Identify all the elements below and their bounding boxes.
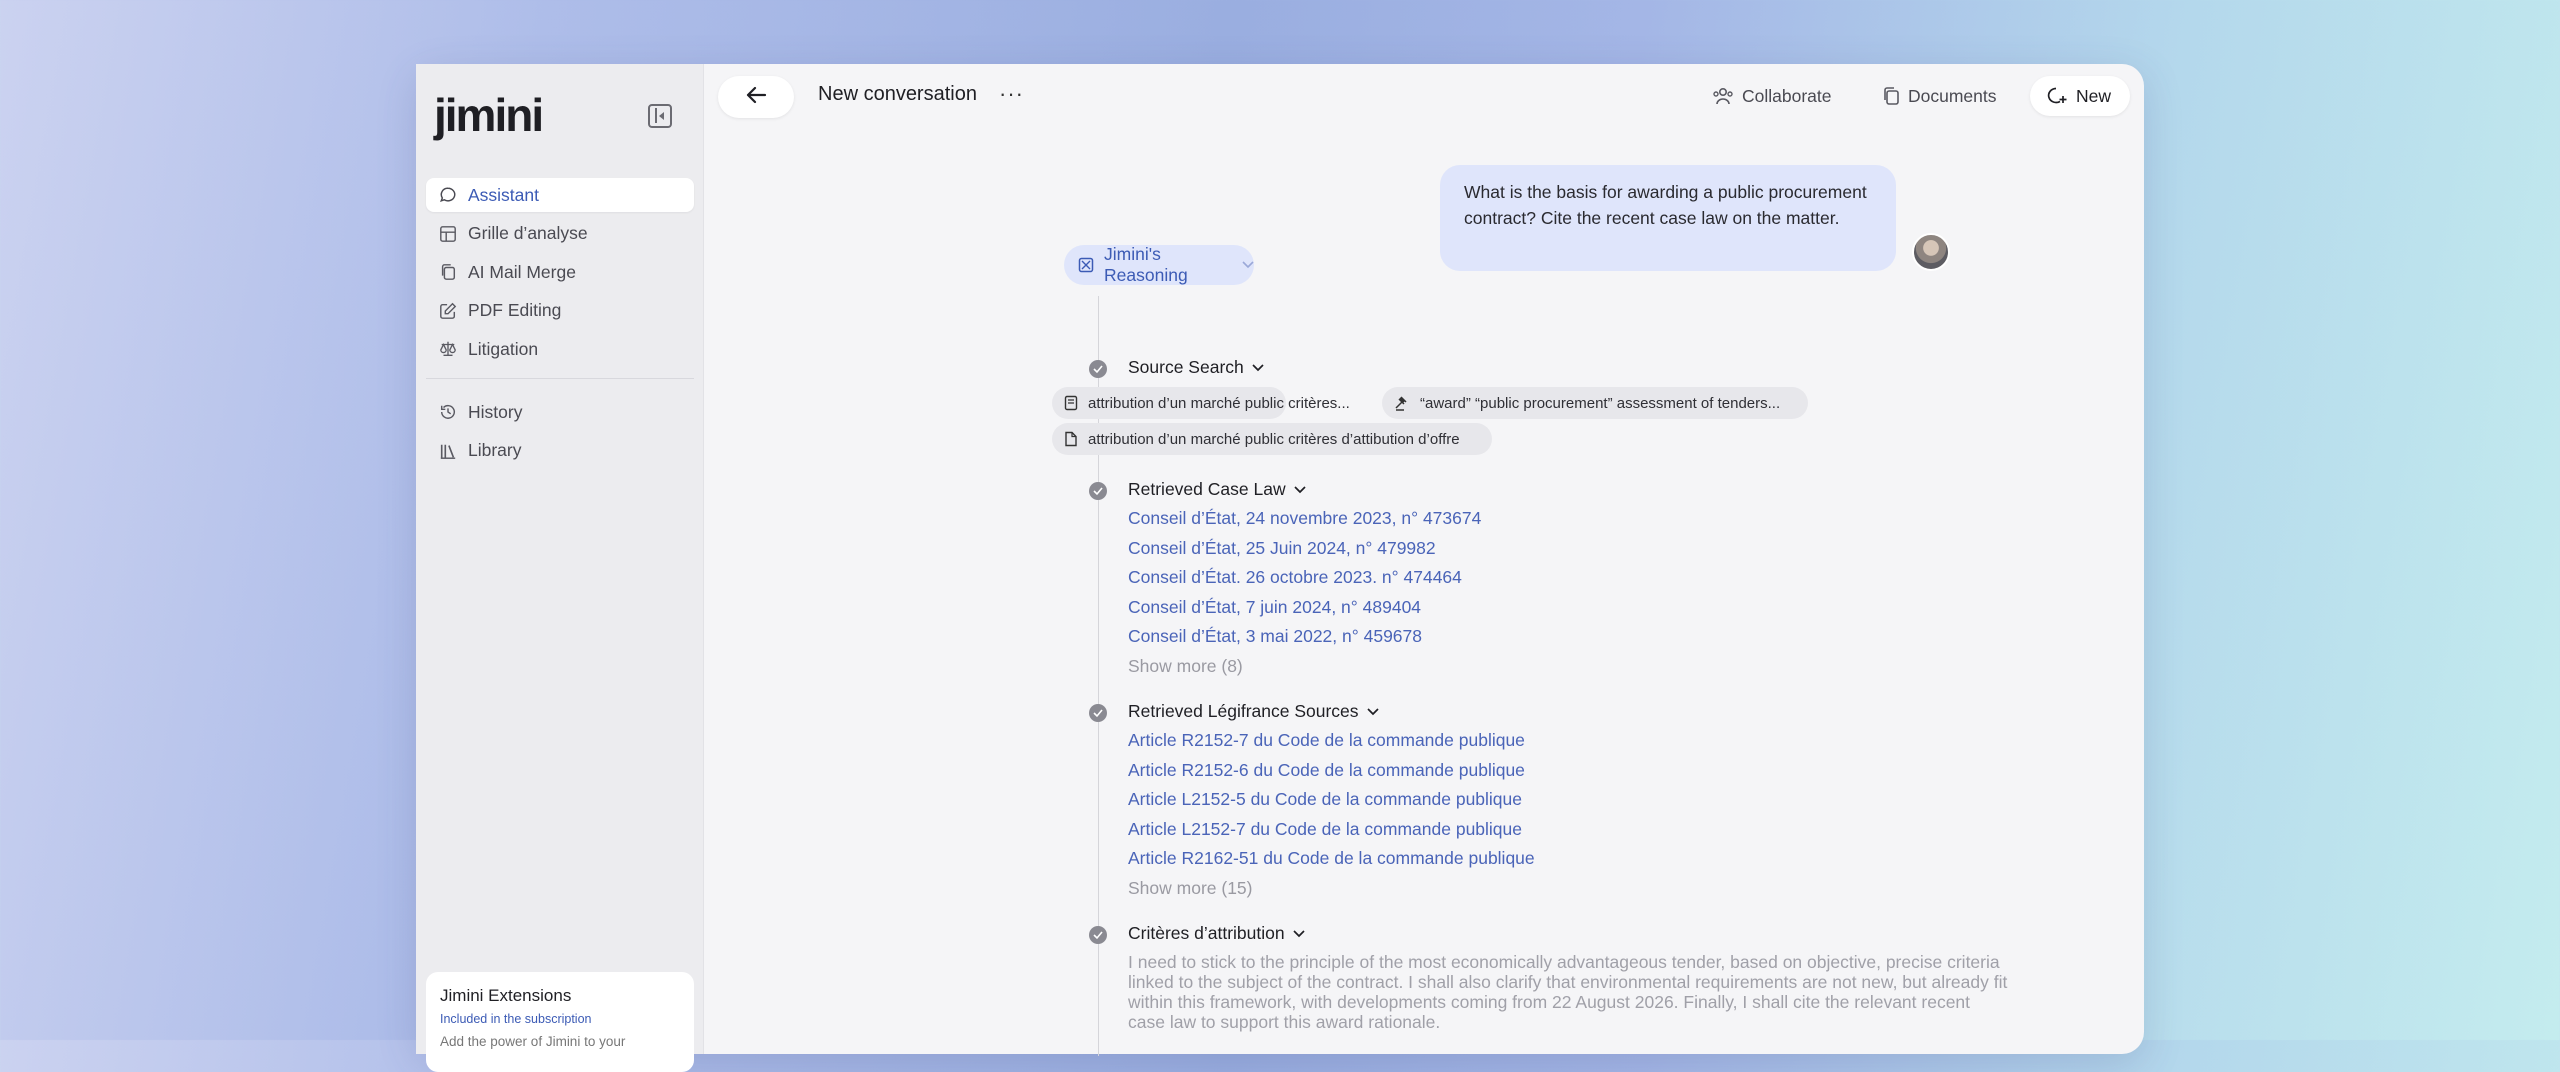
- back-button[interactable]: [718, 76, 794, 118]
- library-books-icon: [438, 441, 458, 461]
- section-title: Source Search: [1128, 357, 1244, 377]
- search-chip[interactable]: [1382, 387, 1808, 419]
- chevron-down-icon: [1294, 486, 1306, 494]
- case-law-link[interactable]: Conseil d’État, 3 mai 2022, n° 459678: [1128, 626, 1422, 646]
- document-icon: [1064, 431, 1078, 447]
- chip-label: attribution d’un marché public critères...: [1088, 394, 1350, 412]
- sidebar-item-pdf-editing[interactable]: [426, 294, 694, 328]
- book-icon: [1064, 395, 1078, 411]
- sidebar-item-label: Litigation: [468, 338, 539, 359]
- step-done-icon: [1089, 360, 1107, 378]
- documents-button[interactable]: [1882, 76, 1997, 116]
- criteres-header[interactable]: [1128, 923, 1305, 944]
- sidebar: [416, 64, 704, 1054]
- search-chip[interactable]: [1052, 423, 1492, 455]
- copy-documents-icon: [438, 262, 458, 282]
- extensions-title: Jimini Extensions: [440, 986, 572, 1005]
- section-title: Critères d’attribution: [1128, 923, 1285, 943]
- search-chip[interactable]: [1052, 387, 1350, 419]
- gavel-icon: [1394, 395, 1410, 411]
- criteres-text: I need to stick to the principle of the most economically advantageous tender, based on objective, precise criteria linked to the subject of the contract. I shall also clarify that environmental requirements are not new, but already fit within this framework, with developments coming from 22 August 2026. Finally, I shall cite the relevant recent case law to support this award rationale.: [1128, 952, 2008, 1032]
- user-avatar: [1912, 233, 1950, 271]
- legifrance-link[interactable]: Article L2152-5 du Code de la commande publique: [1128, 789, 1523, 809]
- legifrance-link[interactable]: Article L2152-7 du Code de la commande publique: [1128, 819, 1523, 839]
- pencil-edit-icon: [438, 301, 458, 321]
- new-conversation-button[interactable]: [2030, 76, 2130, 116]
- more-options-icon[interactable]: ···: [999, 81, 1024, 106]
- sidebar-item-label: History: [468, 401, 523, 422]
- chevron-down-icon: [1252, 364, 1264, 372]
- sidebar-divider: [426, 378, 694, 379]
- documents-label: Documents: [1908, 85, 1997, 106]
- sidebar-item-label: PDF Editing: [468, 300, 562, 320]
- step-done-icon: [1089, 482, 1107, 500]
- chevron-down-icon: [1367, 708, 1379, 716]
- grid-table-icon: [438, 224, 458, 244]
- new-label: New: [2076, 85, 2112, 106]
- sidebar-item-ai-mail-merge[interactable]: [426, 255, 694, 289]
- source-search-header[interactable]: [1128, 357, 1264, 378]
- history-clock-icon: [438, 402, 458, 422]
- legifrance-link[interactable]: Article R2152-7 du Code de la commande publique: [1128, 730, 1525, 750]
- chevron-down-icon: [1242, 261, 1254, 269]
- app-window: [416, 64, 2144, 1054]
- sidebar-nav: [426, 178, 694, 472]
- sidebar-item-grille[interactable]: [426, 217, 694, 251]
- scales-icon: [438, 339, 458, 359]
- chip-label: attribution d’un marché public critères d’attibution d’offre: [1088, 430, 1460, 448]
- reasoning-toggle[interactable]: [1064, 245, 1254, 285]
- collaborate-button[interactable]: [1712, 76, 1832, 116]
- step-done-icon: [1089, 704, 1107, 722]
- chevron-down-icon: [1293, 930, 1305, 938]
- reasoning-label: Jimini's Reasoning: [1104, 244, 1188, 285]
- sidebar-item-label: Library: [468, 440, 522, 460]
- sidebar-item-assistant[interactable]: [426, 178, 694, 212]
- chat-bubble-icon: [438, 185, 458, 205]
- extensions-subtitle: Included in the subscription: [440, 1012, 592, 1026]
- case-law-link[interactable]: Conseil d’État, 24 novembre 2023, n° 473674: [1128, 508, 1482, 528]
- section-title: Retrieved Légifrance Sources: [1128, 701, 1359, 721]
- extensions-description: Add the power of Jimini to your: [440, 1034, 626, 1049]
- legifrance-link[interactable]: Article R2162-51 du Code de la commande publique: [1128, 848, 1535, 868]
- sidebar-item-label: Assistant: [468, 184, 539, 205]
- legifrance-link[interactable]: Article R2152-6 du Code de la commande publique: [1128, 760, 1525, 780]
- legifrance-show-more[interactable]: Show more (15): [1128, 878, 1253, 898]
- jimini-logo: jimini: [434, 89, 543, 141]
- sidebar-item-label: Grille d’analyse: [468, 223, 588, 243]
- extensions-card[interactable]: [426, 972, 694, 1072]
- new-chat-icon: [2046, 86, 2068, 106]
- arrow-left-icon: [745, 86, 767, 109]
- collaborate-label: Collaborate: [1742, 85, 1832, 106]
- case-law-show-more[interactable]: Show more (8): [1128, 656, 1243, 676]
- sidebar-item-litigation[interactable]: [426, 332, 694, 366]
- step-done-icon: [1089, 926, 1107, 944]
- legifrance-header[interactable]: [1128, 701, 1379, 722]
- sidebar-item-history[interactable]: [426, 395, 694, 429]
- sidebar-item-library[interactable]: [426, 434, 694, 468]
- collapse-sidebar-icon[interactable]: [648, 104, 672, 128]
- documents-icon: [1882, 86, 1900, 106]
- case-law-link[interactable]: Conseil d’État, 25 Juin 2024, n° 479982: [1128, 538, 1436, 558]
- conversation-title: New conversation: [818, 83, 977, 105]
- people-icon: [1712, 86, 1734, 106]
- user-message-bubble: What is the basis for awarding a public procurement contract? Cite the recent case law on the matter.: [1440, 165, 1896, 271]
- case-law-link[interactable]: Conseil d’État. 26 octobre 2023. n° 474464: [1128, 567, 1462, 587]
- sidebar-item-label: AI Mail Merge: [468, 261, 576, 282]
- case-law-header[interactable]: [1128, 479, 1306, 500]
- case-law-link[interactable]: Conseil d’État, 7 juin 2024, n° 489404: [1128, 597, 1422, 617]
- chip-label: “award” “public procurement” assessment of tenders...: [1420, 394, 1781, 412]
- section-title: Retrieved Case Law: [1128, 479, 1286, 499]
- reasoning-icon: [1078, 257, 1094, 273]
